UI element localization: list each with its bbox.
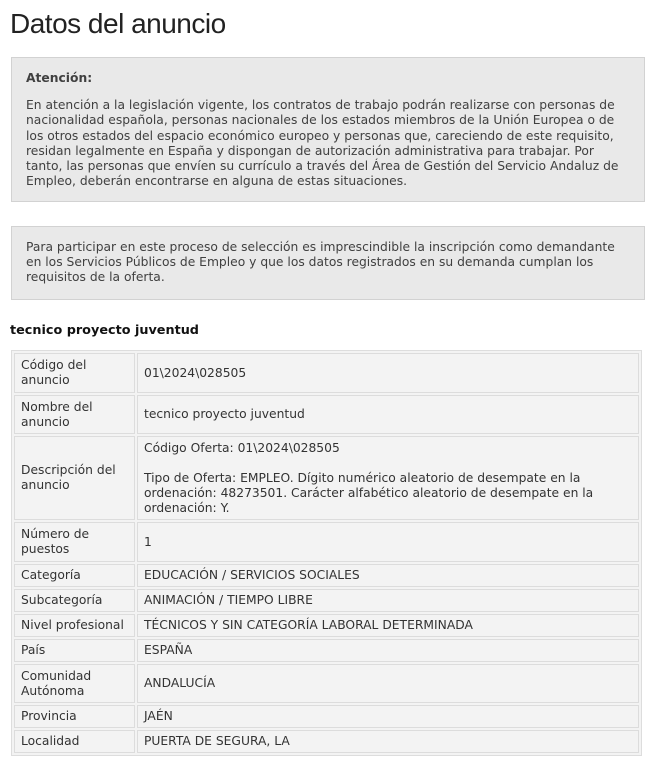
- row-value-descripcion: [137, 436, 639, 520]
- row-label-subcategoria: Subcategoría: [14, 589, 135, 612]
- row-value-nombre: tecnico proyecto juventud: [137, 395, 639, 434]
- table-row: [14, 589, 639, 612]
- row-value-comunidad: ANDALUCÍA: [137, 664, 639, 703]
- table-row: [14, 614, 639, 637]
- table-row: [14, 639, 639, 662]
- attention-notice: [11, 57, 645, 202]
- row-label-comunidad: Comunidad Autónoma: [14, 664, 135, 703]
- attention-notice-title: Atención:: [26, 71, 93, 85]
- registration-notice-text: Para participar en este proceso de selección es imprescindible la inscripción como demandante en los Servicios Públicos de Empleo y que los datos registrados en su demanda cumplan los requisitos de la oferta.: [26, 240, 615, 285]
- row-value-provincia: JAÉN: [137, 705, 639, 728]
- row-value-codigo: 01\2024\028505: [137, 353, 639, 393]
- description-offer-type: Tipo de Oferta: EMPLEO. Dígito numérico aleatorio de desempate en la ordenación: 48273501. Carácter alfabético aleatorio de desempate en la ordenación: Y.: [144, 470, 594, 515]
- registration-notice: [11, 226, 645, 300]
- table-row: [14, 730, 639, 753]
- row-label-nivel: Nivel profesional: [14, 614, 135, 637]
- table-row: [14, 436, 639, 520]
- row-value-localidad: PUERTA DE SEGURA, LA: [137, 730, 639, 753]
- attention-notice-text: En atención a la legislación vigente, los contratos de trabajo podrán realizarse con personas de nacionalidad española, personas nacionales de los estados miembros de la Unión Europea o de los otros estados del espacio económico europeo y personas que, careciendo de este requisito, residan legalmente en España y dispongan de autorización administrativa para trabajar. Por tanto, las personas que envíen su currículo a través del Área de Gestión del Servicio Andaluz de Empleo, deberán encontrarse en alguna de estas situaciones.: [26, 98, 619, 189]
- row-value-pais: ESPAÑA: [137, 639, 639, 662]
- table-row: [14, 705, 639, 728]
- row-label-categoria: Categoría: [14, 564, 135, 587]
- description-offer-code: Código Oferta: 01\2024\028505: [144, 440, 340, 455]
- table-row: [14, 353, 639, 393]
- table-row: [14, 664, 639, 703]
- row-label-nombre: Nombre del anuncio: [14, 395, 135, 434]
- table-row: [14, 522, 639, 562]
- row-value-puestos: 1: [137, 522, 639, 562]
- row-value-categoria: EDUCACIÓN / SERVICIOS SOCIALES: [137, 564, 639, 587]
- offer-heading: tecnico proyecto juventud: [10, 323, 199, 338]
- table-row: [14, 564, 639, 587]
- row-value-nivel: TÉCNICOS Y SIN CATEGORÍA LABORAL DETERMINADA: [137, 614, 639, 637]
- row-label-codigo: Código del anuncio: [14, 353, 135, 393]
- row-label-provincia: Provincia: [14, 705, 135, 728]
- page-title: Datos del anuncio: [10, 8, 226, 39]
- row-label-puestos: Número de puestos: [14, 522, 135, 562]
- row-label-localidad: Localidad: [14, 730, 135, 753]
- row-label-descripcion: Descripción del anuncio: [14, 436, 135, 520]
- table-row: [14, 395, 639, 434]
- row-label-pais: País: [14, 639, 135, 662]
- offer-details-table: [11, 350, 642, 756]
- row-value-subcategoria: ANIMACIÓN / TIEMPO LIBRE: [137, 589, 639, 612]
